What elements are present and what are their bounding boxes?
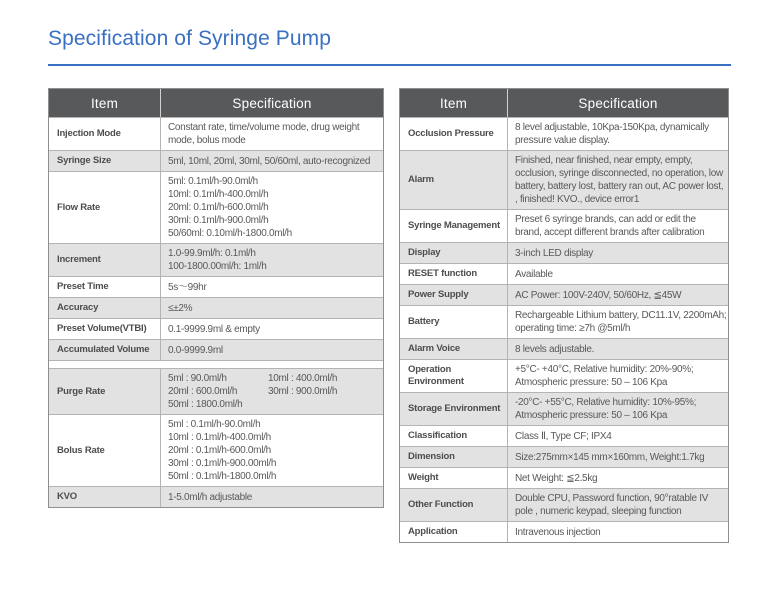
table-row <box>49 368 383 414</box>
specification-cell <box>508 426 728 446</box>
table-row <box>400 467 728 488</box>
spec-line <box>168 188 379 201</box>
spec-line <box>168 201 379 214</box>
item-cell: Injection Mode <box>49 118 161 150</box>
page-title: Specification of Syringe Pump <box>48 27 332 50</box>
spec-line <box>168 227 379 240</box>
spec-line <box>168 214 379 227</box>
table-row <box>400 359 728 392</box>
spec-line <box>168 175 379 188</box>
table-row <box>400 521 728 542</box>
item-cell: Display <box>400 243 508 263</box>
spec-text: 50/60ml: 0.10ml/h-1800.0ml/h <box>168 228 292 239</box>
spec-line <box>168 491 379 504</box>
spec-line <box>168 344 379 357</box>
spec-text: Double CPU, Password function, 90°ratable IV pole , numeric keypad, sleeping function <box>515 493 709 517</box>
table-row <box>400 338 728 359</box>
table-header-row <box>49 89 383 117</box>
spec-text: ≤±2% <box>168 302 193 314</box>
item-cell: Bolus Rate <box>49 415 161 486</box>
item-cell: Battery <box>400 306 508 338</box>
item-cell: Alarm Voice <box>400 339 508 359</box>
table-row <box>400 150 728 209</box>
spec-text: 5ml: 0.1ml/h-90.0ml/h <box>168 176 258 187</box>
specification-cell <box>508 447 728 467</box>
spec-line <box>515 396 724 409</box>
right-spec-table <box>399 88 729 543</box>
item-cell: Occlusion Pressure <box>400 118 508 150</box>
item-cell: Syringe Size <box>49 151 161 171</box>
specification-cell <box>508 285 728 305</box>
specification-column-header: Specification <box>578 95 658 111</box>
item-cell: Flow Rate <box>49 172 161 243</box>
table-row <box>49 243 383 276</box>
item-cell: Other Function <box>400 489 508 521</box>
spec-text: 5ml, 10ml, 20ml, 30ml, 50/60ml, auto-recognized <box>168 155 371 167</box>
spec-line <box>515 343 724 356</box>
spec-text: 1.0-99.9ml/h: 0.1ml/h <box>168 248 256 259</box>
specification-cell <box>508 243 728 263</box>
spec-line <box>168 121 379 147</box>
item-cell: Storage Environment <box>400 393 508 425</box>
table-row <box>400 242 728 263</box>
item-cell: KVO <box>49 487 161 507</box>
item-cell: Application <box>400 522 508 542</box>
spec-line <box>168 418 379 431</box>
spec-line <box>168 302 379 315</box>
left-spec-table <box>48 88 384 508</box>
table-row <box>49 150 383 171</box>
spec-text: 8 level adjustable, 10Kpa-150Kpa, dynamically pressure value display. <box>515 122 709 146</box>
spec-text-col2: 30ml : 900.0ml/h <box>268 386 338 397</box>
spec-line <box>515 472 724 485</box>
spec-text: 20ml : 0.1ml/h-600.0ml/h <box>168 445 271 456</box>
spec-line <box>168 372 379 385</box>
item-column-header: Item <box>400 89 508 117</box>
spec-text: Finished, near finished, near empty, empty, occlusion, syringe disconnected, no operation, low battery, battery lost, battery ran out, AC power lost, , finished! KVO., device error1 <box>515 155 724 205</box>
item-cell: RESET function <box>400 264 508 284</box>
table-row <box>400 209 728 242</box>
specification-cell <box>161 172 383 243</box>
specification-cell <box>508 118 728 150</box>
specification-cell <box>508 210 728 242</box>
specification-cell <box>508 489 728 521</box>
spec-line <box>515 154 724 206</box>
spec-text: 30ml : 0.1ml/h-900.00ml/h <box>168 458 277 469</box>
specification-cell <box>161 118 383 150</box>
table-row <box>49 117 383 150</box>
table-row <box>49 486 383 507</box>
spec-text: Preset 6 syringe brands, can add or edit the brand, accept different brands after calibration <box>515 214 705 238</box>
table-row <box>400 263 728 284</box>
spec-line <box>168 323 379 336</box>
spec-line <box>515 268 724 281</box>
spec-text: operating time: ≥7h @5ml/h <box>515 323 631 334</box>
specification-cell <box>161 369 383 414</box>
spec-text: Net Weight: ≦2.5kg <box>515 472 598 484</box>
spec-text: Atmospheric pressure: 50 – 106 Kpa <box>515 377 668 388</box>
table-header-row <box>400 89 728 117</box>
spec-text: 1-5.0ml/h adjustable <box>168 491 253 503</box>
spec-line <box>168 385 379 398</box>
spec-text: 10ml : 0.1ml/h-400.0ml/h <box>168 432 271 443</box>
spec-line <box>515 309 727 322</box>
table-row <box>400 305 728 338</box>
spec-line <box>515 430 724 443</box>
item-column-header: Item <box>49 89 161 117</box>
spec-text: 20ml : 600.0ml/h <box>168 386 238 397</box>
specification-cell <box>508 264 728 284</box>
spec-text: 0.1-9999.9ml & empty <box>168 323 260 335</box>
spec-text: 3-inch LED display <box>515 247 593 259</box>
specification-cell <box>508 151 728 209</box>
specification-cell <box>508 393 728 425</box>
item-cell: Power Supply <box>400 285 508 305</box>
table-row <box>400 392 728 425</box>
item-cell: Accumulated Volume <box>49 340 161 360</box>
specification-cell <box>508 306 728 338</box>
specification-column-header: Specification <box>232 95 312 111</box>
item-cell: Operation Environment <box>400 360 508 392</box>
specification-cell <box>508 360 728 392</box>
table-row <box>400 284 728 305</box>
spec-line <box>515 526 724 539</box>
item-cell: Preset Time <box>49 277 161 297</box>
item-cell: Dimension <box>400 447 508 467</box>
spec-text: Intravenous injection <box>515 526 601 538</box>
spec-text: 5ml : 90.0ml/h <box>168 373 227 384</box>
spacer-row <box>49 360 383 368</box>
spec-text: +5°C- +40°C, Relative humidity: 20%-90%; <box>515 364 694 375</box>
specification-cell <box>161 487 383 507</box>
spec-text-col2: 10ml : 400.0ml/h <box>268 373 338 384</box>
spec-line <box>515 289 724 302</box>
spec-text: 10ml: 0.1ml/h-400.0ml/h <box>168 189 269 200</box>
item-cell: Increment <box>49 244 161 276</box>
specification-cell <box>161 277 383 297</box>
item-cell: Preset Volume(VTBI) <box>49 319 161 339</box>
specification-cell <box>508 522 728 542</box>
specification-cell <box>161 244 383 276</box>
spec-line <box>515 409 724 422</box>
table-row <box>400 425 728 446</box>
table-row <box>49 297 383 318</box>
spec-line <box>515 492 724 518</box>
item-cell: Accuracy <box>49 298 161 318</box>
spec-text: Class Ⅱ, Type CF; IPX4 <box>515 430 612 442</box>
specification-cell <box>161 340 383 360</box>
spec-line <box>515 376 724 389</box>
spec-text: 20ml: 0.1ml/h-600.0ml/h <box>168 202 269 213</box>
spec-line <box>168 444 379 457</box>
spec-line <box>168 260 379 273</box>
spec-text: 30ml: 0.1ml/h-900.0ml/h <box>168 215 269 226</box>
table-body <box>400 117 728 542</box>
item-cell: Alarm <box>400 151 508 209</box>
item-cell: Purge Rate <box>49 369 161 414</box>
specification-cell <box>161 319 383 339</box>
specification-cell <box>508 339 728 359</box>
spec-text: 8 levels adjustable. <box>515 343 595 355</box>
spec-text: -20°C- +55°C, Relative humidity: 10%-95%; <box>515 397 697 408</box>
spec-line <box>168 431 379 444</box>
item-cell: Syringe Management <box>400 210 508 242</box>
spec-line <box>168 155 379 168</box>
spec-line <box>168 281 379 294</box>
title-rule <box>48 64 731 66</box>
table-body <box>49 117 383 507</box>
spec-line <box>515 213 724 239</box>
spec-text: 50ml : 1800.0ml/h <box>168 399 243 410</box>
spec-text: 5s～99hr <box>168 281 207 293</box>
spec-line <box>515 121 724 147</box>
table-row <box>49 339 383 360</box>
spec-text: AC Power: 100V-240V, 50/60Hz, ≦45W <box>515 289 682 301</box>
spec-text: 100-1800.00ml/h: 1ml/h <box>168 261 267 272</box>
spec-line <box>515 247 724 260</box>
specification-cell <box>161 151 383 171</box>
spec-text: Size:275mm×145 mm×160mm, Weight:1.7kg <box>515 451 705 463</box>
item-cell: Weight <box>400 468 508 488</box>
spec-line <box>515 363 724 376</box>
item-cell: Classification <box>400 426 508 446</box>
table-row <box>49 276 383 297</box>
specification-cell <box>508 468 728 488</box>
table-row <box>49 414 383 486</box>
spec-line <box>515 322 724 335</box>
spec-line <box>168 457 379 470</box>
specification-cell <box>161 415 383 486</box>
spec-text: 0.0-9999.9ml <box>168 344 223 356</box>
spec-line <box>168 470 379 483</box>
spec-line <box>168 247 379 260</box>
spec-text: Atmospheric pressure: 50 – 106 Kpa <box>515 410 668 421</box>
table-row <box>400 117 728 150</box>
spec-tables-container <box>48 88 731 543</box>
table-row <box>49 171 383 243</box>
specification-cell <box>161 298 383 318</box>
table-row <box>49 318 383 339</box>
table-row <box>400 488 728 521</box>
spec-text: Available <box>515 268 553 280</box>
spec-text: Rechargeable Lithium battery, DC11.1V, 2200mAh; <box>515 310 727 321</box>
spec-text: 50ml : 0.1ml/h-1800.0ml/h <box>168 471 277 482</box>
table-row <box>400 446 728 467</box>
spec-line <box>168 398 379 411</box>
spec-text: Constant rate, time/volume mode, drug weight mode, bolus mode <box>168 122 360 146</box>
spec-text: 5ml : 0.1ml/h-90.0ml/h <box>168 419 261 430</box>
spec-line <box>515 451 724 464</box>
